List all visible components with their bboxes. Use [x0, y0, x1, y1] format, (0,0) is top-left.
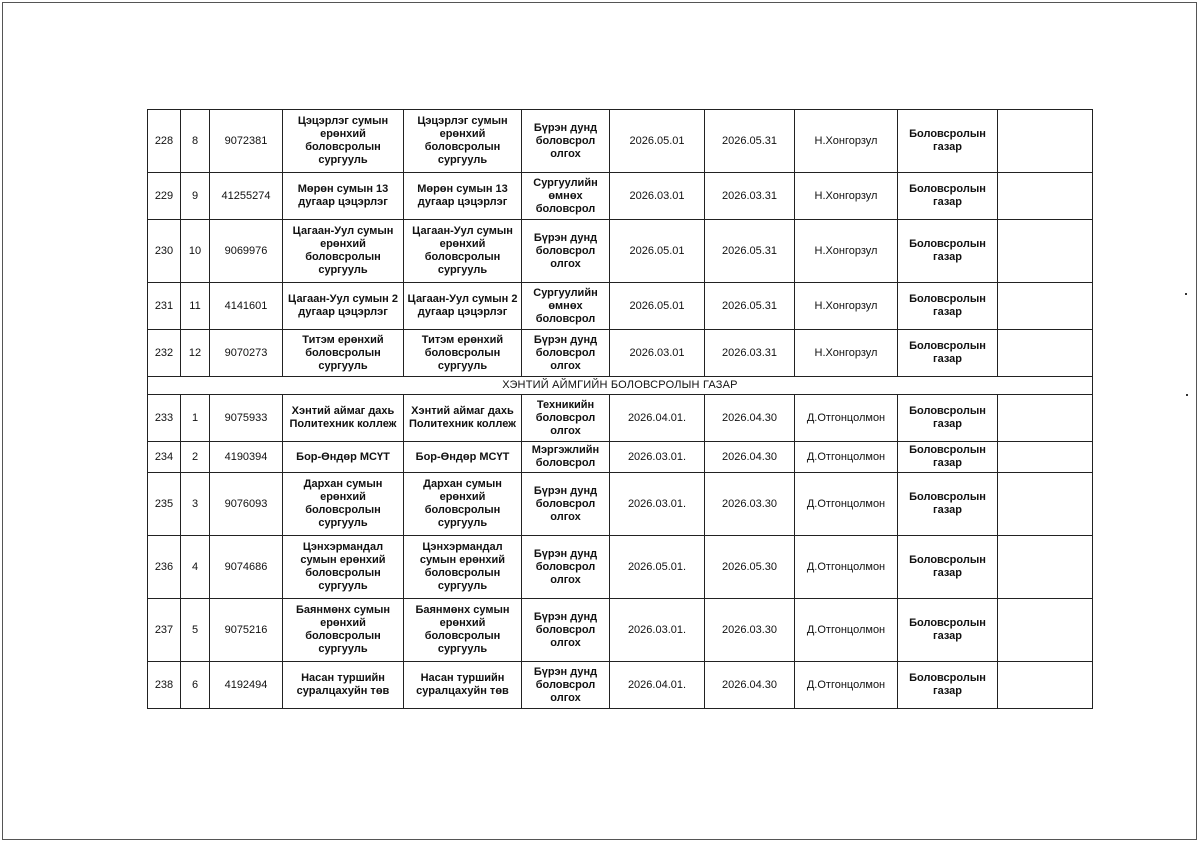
table-row	[148, 395, 1093, 442]
sub-number-cell: 2	[181, 442, 210, 473]
note-cell	[998, 330, 1093, 377]
education-level-cell: Мэргэжлийн боловсрол	[522, 442, 610, 473]
end-date-cell: 2026.05.31	[705, 283, 795, 330]
organization-name-2-cell: Мөрөн сумын 13 дугаар цэцэрлэг	[404, 173, 522, 220]
register-code-cell: 9070273	[210, 330, 283, 377]
organization-name-2-cell: Бор-Өндөр МСҮТ	[404, 442, 522, 473]
start-date-cell: 2026.03.01	[610, 173, 705, 220]
end-date-cell: 2026.04.30	[705, 442, 795, 473]
responsible-person-cell: Н.Хонгорзул	[795, 173, 898, 220]
organization-name-cell: Насан туршийн суралцахуйн төв	[283, 662, 404, 709]
sub-number-cell: 9	[181, 173, 210, 220]
table-row	[148, 662, 1093, 709]
table-row	[148, 220, 1093, 283]
note-cell	[998, 599, 1093, 662]
organization-name-2-cell: Цэцэрлэг сумын ерөнхий боловсролын сургууль	[404, 110, 522, 173]
scan-speck	[1186, 394, 1188, 396]
organization-name-cell: Цэцэрлэг сумын ерөнхий боловсролын сургууль	[283, 110, 404, 173]
register-code-cell: 9075216	[210, 599, 283, 662]
table-row	[148, 110, 1093, 173]
start-date-cell: 2026.03.01	[610, 330, 705, 377]
register-code-cell: 9074686	[210, 536, 283, 599]
organization-name-cell: Титэм ерөнхий боловсролын сургууль	[283, 330, 404, 377]
register-code-cell: 4192494	[210, 662, 283, 709]
register-code-cell: 41255274	[210, 173, 283, 220]
organization-name-cell: Мөрөн сумын 13 дугаар цэцэрлэг	[283, 173, 404, 220]
responsible-person-cell: Н.Хонгорзул	[795, 110, 898, 173]
register-code-cell: 4190394	[210, 442, 283, 473]
register-code-cell: 4141601	[210, 283, 283, 330]
organization-name-cell: Цэнхэрмандал сумын ерөнхий боловсролын сургууль	[283, 536, 404, 599]
end-date-cell: 2026.03.31	[705, 173, 795, 220]
end-date-cell: 2026.03.31	[705, 330, 795, 377]
end-date-cell: 2026.03.30	[705, 599, 795, 662]
table-row	[148, 283, 1093, 330]
department-cell: Боловсролын газар	[898, 220, 998, 283]
sub-number-cell: 4	[181, 536, 210, 599]
row-number-cell: 237	[148, 599, 181, 662]
organization-name-2-cell: Цагаан-Уул сумын ерөнхий боловсролын сургууль	[404, 220, 522, 283]
row-number-cell: 233	[148, 395, 181, 442]
sub-number-cell: 6	[181, 662, 210, 709]
register-code-cell: 9072381	[210, 110, 283, 173]
department-cell: Боловсролын газар	[898, 283, 998, 330]
register-code-cell: 9076093	[210, 473, 283, 536]
start-date-cell: 2026.05.01.	[610, 536, 705, 599]
education-level-cell: Бүрэн дунд боловсрол олгох	[522, 536, 610, 599]
table-row	[148, 599, 1093, 662]
row-number-cell: 228	[148, 110, 181, 173]
organization-name-2-cell: Насан туршийн суралцахуйн төв	[404, 662, 522, 709]
start-date-cell: 2026.03.01.	[610, 442, 705, 473]
section-title: ХЭНТИЙ АЙМГИЙН БОЛОВСРОЛЫН ГАЗАР	[148, 377, 1093, 395]
organization-name-cell: Цагаан-Уул сумын ерөнхий боловсролын сургууль	[283, 220, 404, 283]
sub-number-cell: 11	[181, 283, 210, 330]
department-cell: Боловсролын газар	[898, 473, 998, 536]
note-cell	[998, 442, 1093, 473]
organization-name-2-cell: Хэнтий аймаг дахь Политехник коллеж	[404, 395, 522, 442]
education-level-cell: Бүрэн дунд боловсрол олгох	[522, 110, 610, 173]
row-number-cell: 235	[148, 473, 181, 536]
end-date-cell: 2026.04.30	[705, 395, 795, 442]
education-level-cell: Сургуулийн өмнөх боловсрол	[522, 173, 610, 220]
organization-name-cell: Бор-Өндөр МСҮТ	[283, 442, 404, 473]
department-cell: Боловсролын газар	[898, 173, 998, 220]
responsible-person-cell: Д.Отгонцолмон	[795, 395, 898, 442]
end-date-cell: 2026.05.31	[705, 110, 795, 173]
responsible-person-cell: Д.Отгонцолмон	[795, 662, 898, 709]
note-cell	[998, 110, 1093, 173]
section-header-row	[148, 377, 1093, 395]
responsible-person-cell: Д.Отгонцолмон	[795, 473, 898, 536]
organization-name-2-cell: Дархан сумын ерөнхий боловсролын сургууль	[404, 473, 522, 536]
organization-name-cell: Хэнтий аймаг дахь Политехник коллеж	[283, 395, 404, 442]
education-level-cell: Бүрэн дунд боловсрол олгох	[522, 662, 610, 709]
department-cell: Боловсролын газар	[898, 536, 998, 599]
organization-name-cell: Дархан сумын ерөнхий боловсролын сургууль	[283, 473, 404, 536]
table-row	[148, 442, 1093, 473]
table-row	[148, 173, 1093, 220]
education-level-cell: Бүрэн дунд боловсрол олгох	[522, 473, 610, 536]
start-date-cell: 2026.04.01.	[610, 395, 705, 442]
row-number-cell: 234	[148, 442, 181, 473]
education-level-cell: Техникийн боловсрол олгох	[522, 395, 610, 442]
register-code-cell: 9069976	[210, 220, 283, 283]
department-cell: Боловсролын газар	[898, 110, 998, 173]
sub-number-cell: 5	[181, 599, 210, 662]
table-row	[148, 536, 1093, 599]
start-date-cell: 2026.04.01.	[610, 662, 705, 709]
row-number-cell: 231	[148, 283, 181, 330]
table-body-a	[148, 110, 1093, 377]
education-level-cell: Бүрэн дунд боловсрол олгох	[522, 599, 610, 662]
department-cell: Боловсролын газар	[898, 662, 998, 709]
row-number-cell: 230	[148, 220, 181, 283]
start-date-cell: 2026.05.01	[610, 220, 705, 283]
end-date-cell: 2026.03.30	[705, 473, 795, 536]
responsible-person-cell: Д.Отгонцолмон	[795, 536, 898, 599]
table-row	[148, 330, 1093, 377]
end-date-cell: 2026.05.30	[705, 536, 795, 599]
start-date-cell: 2026.03.01.	[610, 599, 705, 662]
responsible-person-cell: Д.Отгонцолмон	[795, 599, 898, 662]
start-date-cell: 2026.03.01.	[610, 473, 705, 536]
sub-number-cell: 1	[181, 395, 210, 442]
table-row	[148, 473, 1093, 536]
end-date-cell: 2026.04.30	[705, 662, 795, 709]
sub-number-cell: 8	[181, 110, 210, 173]
sub-number-cell: 3	[181, 473, 210, 536]
note-cell	[998, 395, 1093, 442]
row-number-cell: 236	[148, 536, 181, 599]
row-number-cell: 238	[148, 662, 181, 709]
responsible-person-cell: Д.Отгонцолмон	[795, 442, 898, 473]
responsible-person-cell: Н.Хонгорзул	[795, 283, 898, 330]
end-date-cell: 2026.05.31	[705, 220, 795, 283]
section-header-body	[148, 377, 1093, 395]
organization-name-2-cell: Баянмөнх сумын ерөнхий боловсролын сургууль	[404, 599, 522, 662]
sub-number-cell: 10	[181, 220, 210, 283]
note-cell	[998, 220, 1093, 283]
start-date-cell: 2026.05.01	[610, 110, 705, 173]
register-code-cell: 9075933	[210, 395, 283, 442]
education-level-cell: Сургуулийн өмнөх боловсрол	[522, 283, 610, 330]
sub-number-cell: 12	[181, 330, 210, 377]
note-cell	[998, 662, 1093, 709]
responsible-person-cell: Н.Хонгорзул	[795, 330, 898, 377]
responsible-person-cell: Н.Хонгорзул	[795, 220, 898, 283]
start-date-cell: 2026.05.01	[610, 283, 705, 330]
organization-name-cell: Баянмөнх сумын ерөнхий боловсролын сургууль	[283, 599, 404, 662]
note-cell	[998, 536, 1093, 599]
department-cell: Боловсролын газар	[898, 442, 998, 473]
department-cell: Боловсролын газар	[898, 599, 998, 662]
education-level-cell: Бүрэн дунд боловсрол олгох	[522, 220, 610, 283]
organization-name-2-cell: Цагаан-Уул сумын 2 дугаар цэцэрлэг	[404, 283, 522, 330]
note-cell	[998, 473, 1093, 536]
table-body-b	[148, 395, 1093, 709]
organization-name-2-cell: Титэм ерөнхий боловсролын сургууль	[404, 330, 522, 377]
organization-name-2-cell: Цэнхэрмандал сумын ерөнхий боловсролын сургууль	[404, 536, 522, 599]
department-cell: Боловсролын газар	[898, 330, 998, 377]
note-cell	[998, 283, 1093, 330]
row-number-cell: 229	[148, 173, 181, 220]
scan-speck	[1185, 293, 1187, 295]
row-number-cell: 232	[148, 330, 181, 377]
note-cell	[998, 173, 1093, 220]
schedule-table	[147, 109, 1093, 709]
education-level-cell: Бүрэн дунд боловсрол олгох	[522, 330, 610, 377]
organization-name-cell: Цагаан-Уул сумын 2 дугаар цэцэрлэг	[283, 283, 404, 330]
department-cell: Боловсролын газар	[898, 395, 998, 442]
